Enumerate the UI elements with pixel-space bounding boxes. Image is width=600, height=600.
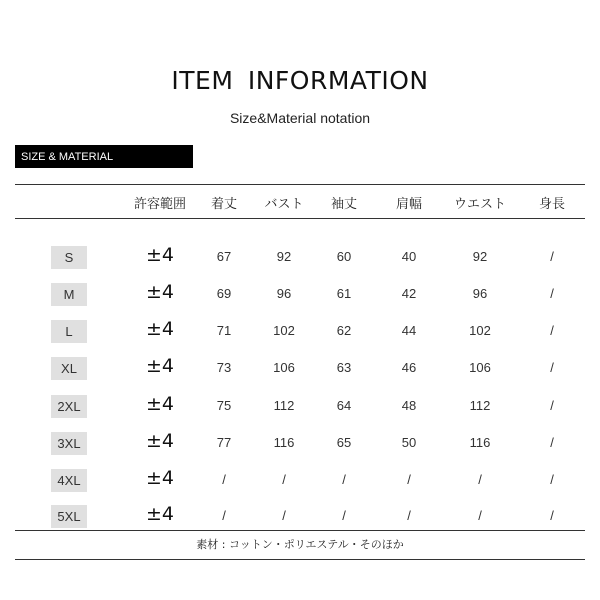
sleeve-value: 61 (336, 286, 352, 301)
sleeve-value: / (342, 472, 346, 487)
header-tolerance: 許容範囲 (133, 197, 186, 212)
tolerance-value: ±4 (145, 318, 174, 340)
waist-value: 112 (469, 398, 491, 413)
height-value: / (550, 323, 554, 338)
height-value: / (550, 508, 554, 523)
waist-value: 106 (469, 360, 491, 375)
header-bust: バスト (264, 197, 304, 212)
size-badge: 3XL (51, 432, 87, 455)
tolerance-value: ±4 (145, 430, 174, 452)
height-value: / (550, 398, 554, 413)
height-value: / (550, 286, 554, 301)
length-value: 67 (216, 249, 232, 264)
footer-bottom-rule (15, 559, 585, 560)
table-top-rule (15, 184, 585, 185)
sleeve-value: 63 (336, 360, 352, 375)
waist-value: 96 (472, 286, 488, 301)
table-row (0, 469, 600, 497)
bust-value: 106 (273, 360, 295, 375)
size-badge: L (51, 320, 87, 343)
size-badge: 2XL (51, 395, 87, 418)
table-row (0, 432, 600, 460)
tolerance-value: ±4 (145, 393, 174, 415)
tolerance-value: ±4 (145, 244, 174, 266)
page-subtitle: Size&Material notation (229, 110, 371, 126)
bust-value: 96 (276, 286, 292, 301)
shoulder-value: 44 (401, 323, 417, 338)
size-badge: XL (51, 357, 87, 380)
bust-value: 116 (273, 435, 295, 450)
size-badge: S (51, 246, 87, 269)
bust-value: 92 (276, 249, 292, 264)
tolerance-value: ±4 (145, 281, 174, 303)
length-value: 75 (216, 398, 232, 413)
tolerance-value: ±4 (145, 355, 174, 377)
sleeve-value: 64 (336, 398, 352, 413)
length-value: 69 (216, 286, 232, 301)
header-waist: ウエスト (453, 197, 506, 212)
material-note: 素材 : コットン・ポリエステル・そのほか (196, 538, 404, 551)
waist-value: 116 (469, 435, 491, 450)
header-length: 着丈 (210, 197, 237, 212)
bust-value: 102 (273, 323, 295, 338)
tolerance-value: ±4 (145, 467, 174, 489)
size-badge: 5XL (51, 505, 87, 528)
section-label: SIZE & MATERIAL (21, 150, 114, 163)
length-value: 71 (216, 323, 232, 338)
shoulder-value: 46 (401, 360, 417, 375)
waist-value: 102 (469, 323, 491, 338)
tolerance-value: ±4 (145, 503, 174, 525)
sleeve-value: 65 (336, 435, 352, 450)
size-badge: M (51, 283, 87, 306)
shoulder-value: / (407, 508, 411, 523)
bust-value: 112 (273, 398, 295, 413)
length-value: / (222, 508, 226, 523)
waist-value: 92 (472, 249, 488, 264)
header-bottom-rule (15, 218, 585, 219)
shoulder-value: 42 (401, 286, 417, 301)
table-row (0, 283, 600, 311)
height-value: / (550, 435, 554, 450)
shoulder-value: / (407, 472, 411, 487)
shoulder-value: 50 (401, 435, 417, 450)
height-value: / (550, 249, 554, 264)
table-row (0, 357, 600, 385)
sleeve-value: / (342, 508, 346, 523)
table-row (0, 246, 600, 274)
table-row (0, 395, 600, 423)
bust-value: / (282, 472, 286, 487)
height-value: / (550, 360, 554, 375)
sleeve-value: 62 (336, 323, 352, 338)
length-value: 77 (216, 435, 232, 450)
sleeve-value: 60 (336, 249, 352, 264)
length-value: / (222, 472, 226, 487)
header-sleeve: 袖丈 (330, 197, 357, 212)
shoulder-value: 40 (401, 249, 417, 264)
shoulder-value: 48 (401, 398, 417, 413)
page-title: ITEM INFORMATION (171, 66, 429, 95)
size-badge: 4XL (51, 469, 87, 492)
table-row (0, 505, 600, 533)
section-label-bar (15, 145, 193, 168)
height-value: / (550, 472, 554, 487)
length-value: 73 (216, 360, 232, 375)
table-row (0, 320, 600, 348)
waist-value: / (478, 508, 482, 523)
waist-value: / (478, 472, 482, 487)
header-shoulder: 肩幅 (395, 197, 422, 212)
bust-value: / (282, 508, 286, 523)
footer-top-rule (15, 530, 585, 531)
header-height: 身長 (538, 197, 565, 212)
